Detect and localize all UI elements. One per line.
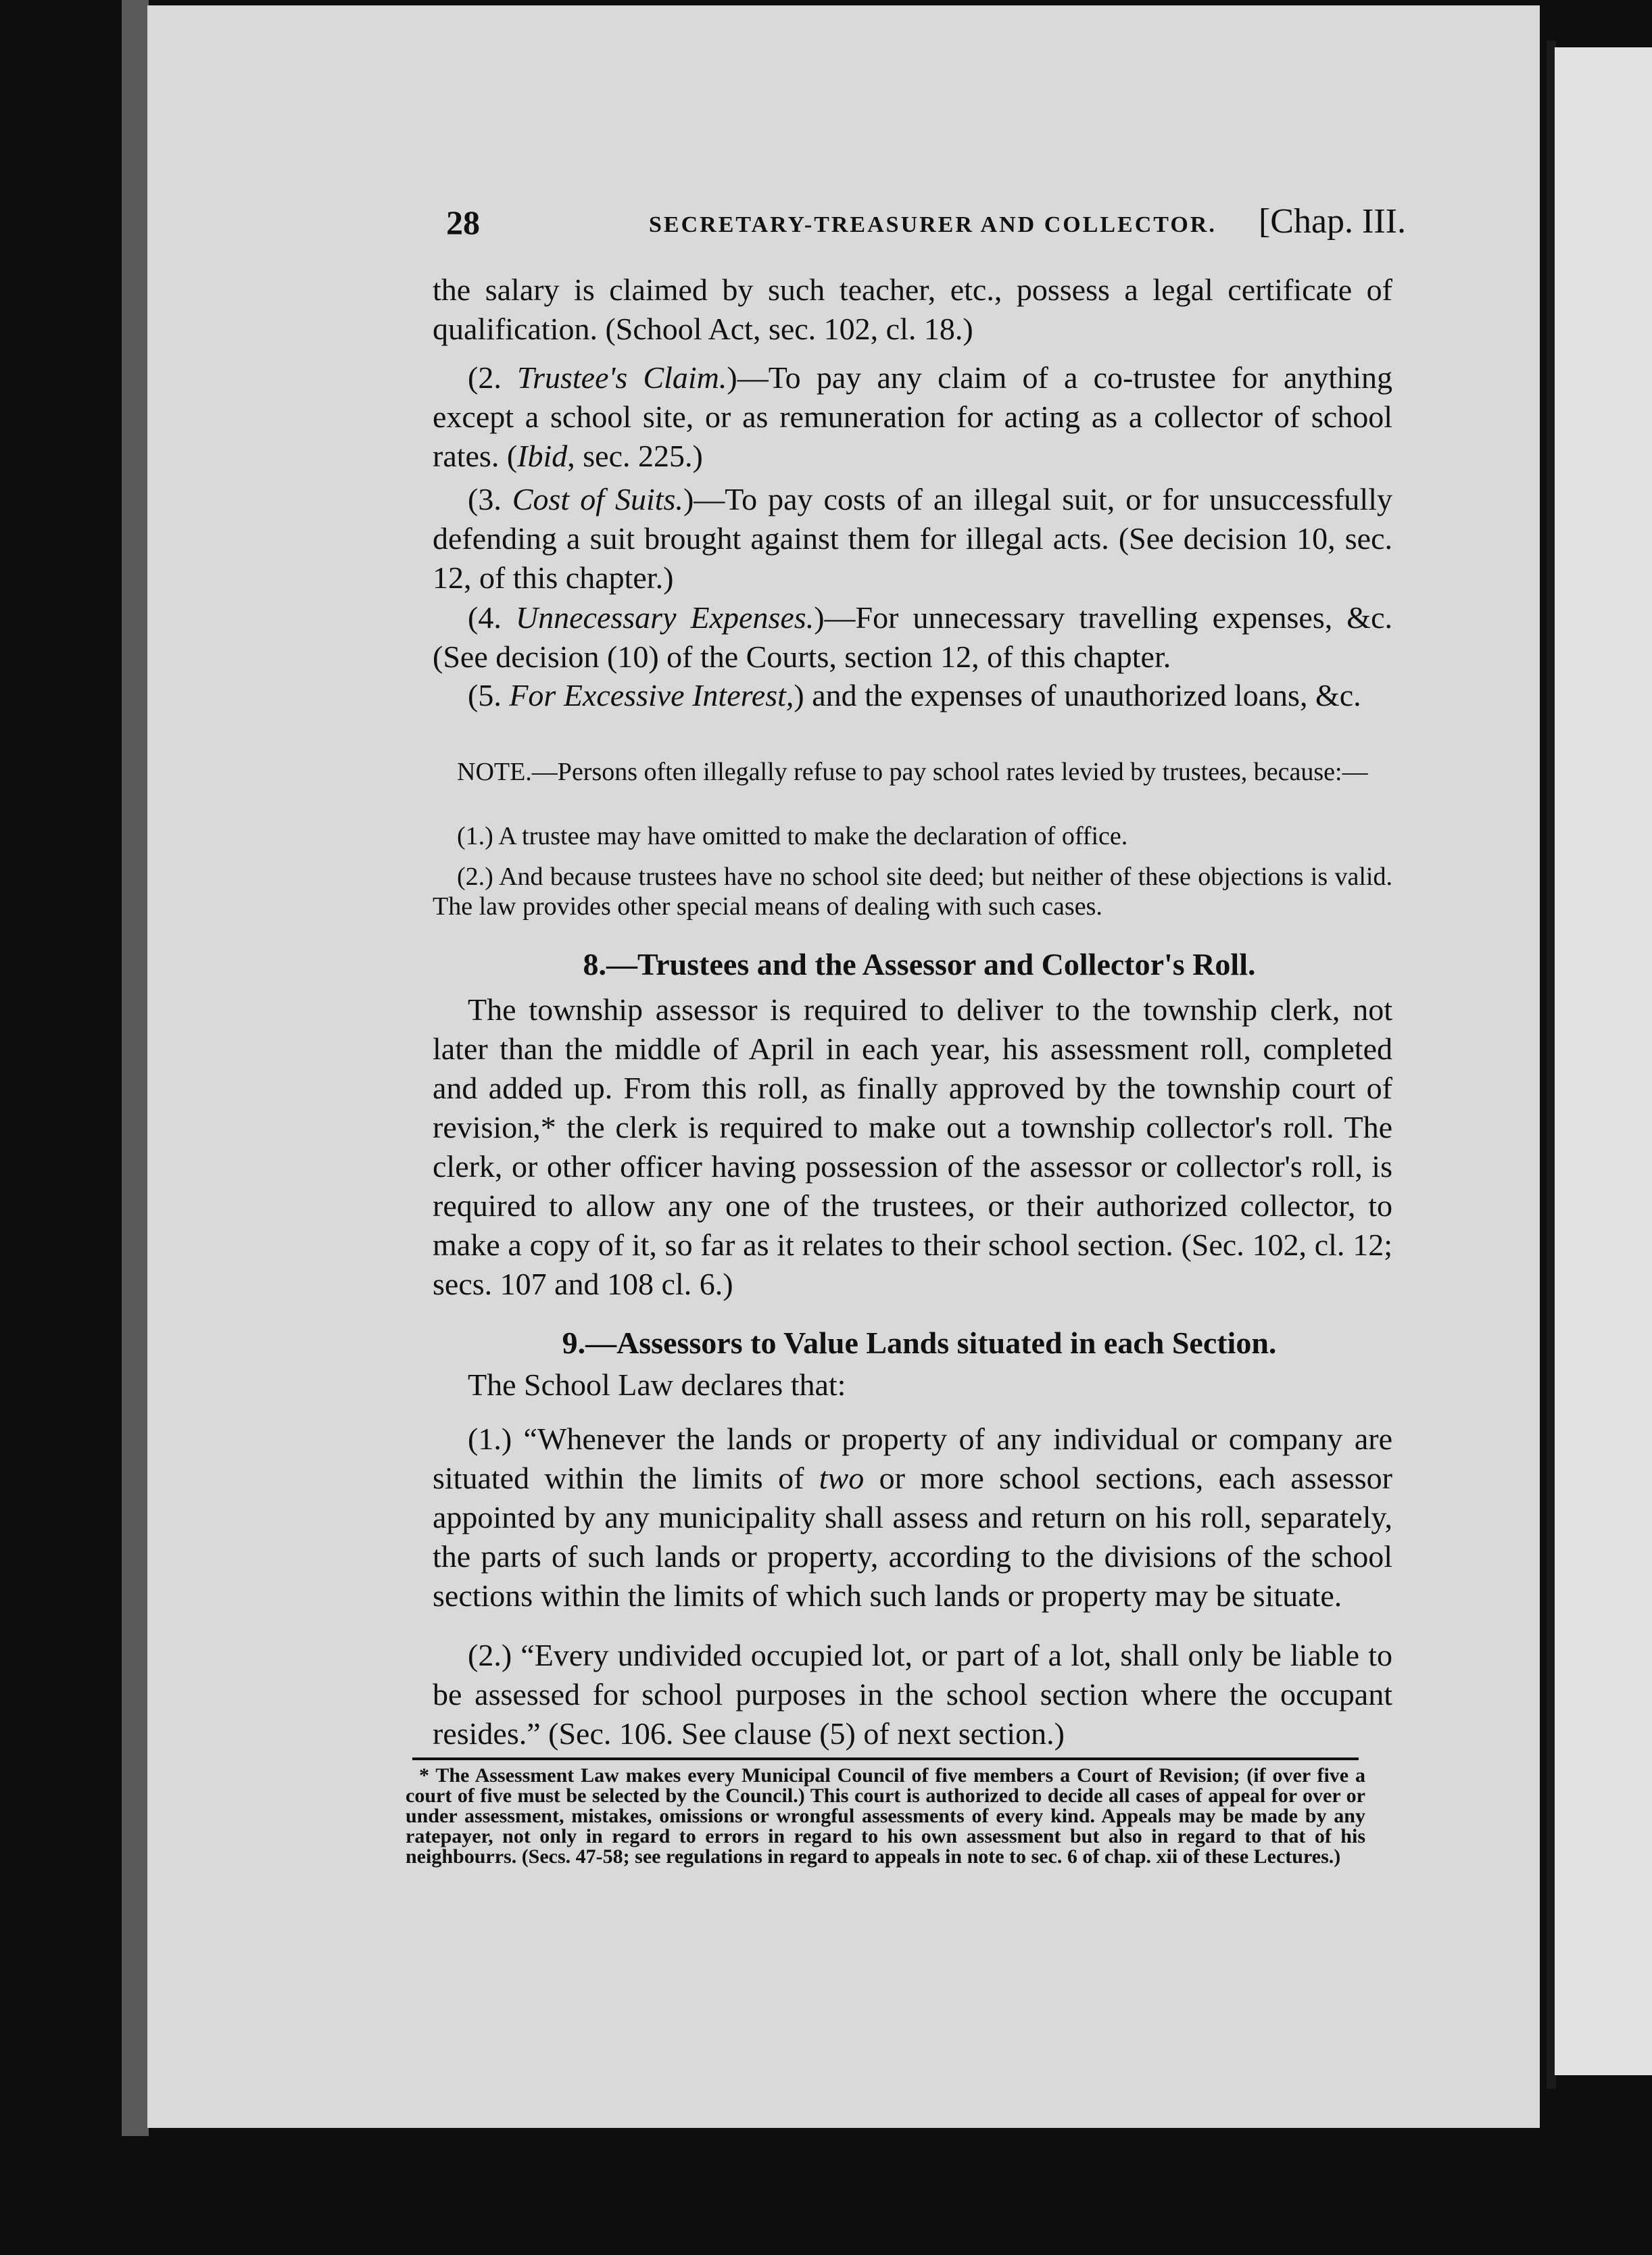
clause-4-number: (4.	[468, 600, 516, 635]
clause-4-paragraph	[433, 598, 1392, 677]
clause-2-text: )—To pay any claim of a co-trustee for anything except a school site, or as remuneration for acting as a collector of school rates. (	[433, 360, 1392, 473]
clause-2-number: (2.	[468, 360, 518, 395]
clause-3-title: Cost of Suits.	[512, 482, 683, 516]
clause-2-paragraph	[433, 358, 1392, 476]
section-9-clause-1-start: (1.) “Whenever the lands or property of any individual or company are situated within the limits of	[433, 1422, 1392, 1495]
clause-4-title: Unnecessary Expenses.	[515, 600, 815, 635]
clause-3-paragraph	[433, 480, 1392, 598]
clause-2-title: Trustee's Claim.	[517, 360, 727, 395]
clause-3-number: (3.	[468, 482, 512, 516]
running-title: SECRETARY-TREASURER AND COLLECTOR.	[649, 212, 1217, 237]
section-9-heading: 9.—Assessors to Value Lands situated in each Section.	[562, 1326, 1277, 1360]
page-gutter-shadow	[122, 0, 149, 2136]
section-9-intro: The School Law declares that:	[468, 1367, 846, 1402]
section-9-clause-1-end: or more school sections, each assessor appointed by any municipality shall assess and return on his roll, separately, the parts of such lands or property, according to the divisions of the school sections within the limits of which such lands or property may be situate.	[433, 1461, 1392, 1613]
note-item-2: (2.) And because trustees have no school site deed; but neither of these objections is valid. The law provides other special means of dealing with such cases.	[433, 863, 1392, 921]
note-item-1: (1.) A trustee may have omitted to make the declaration of office.	[457, 822, 1128, 850]
continuation-paragraph: the salary is claimed by such teacher, etc., possess a legal certificate of qualification. (School Act, sec. 102, cl. 18.)	[433, 272, 1392, 346]
note-intro: NOTE.—Persons often illegally refuse to pay school rates levied by trustees, because:—	[457, 758, 1368, 786]
section-9-clause-1	[433, 1420, 1392, 1616]
clause-5-paragraph	[433, 676, 1392, 715]
clause-5-title: For Excessive Interest,	[509, 678, 794, 712]
clause-2-ibid: Ibid	[517, 439, 568, 473]
footnote: * The Assessment Law makes every Municipal Council of five members a Court of Revision; (if over five a court of five must be selected by the Council.) This court is authorized to decide all cases of appeal for over or under assessment, mistakes, omissions or wrongful assessments of every kind. Appeals may be made by any ratepayer, not only in regard to errors in regard to his own assessment but also in regard to that of his neighbourrs. (Secs. 47-58; see regulations in regard to appeals in note to sec. 6 of chap. xii of these Lectures.)	[406, 1764, 1365, 1868]
clause-3-text: )—To pay costs of an illegal suit, or for unsuccessfully defending a suit brought against them for illegal acts. (See decision 10, sec. 12, of this chapter.)	[433, 482, 1392, 595]
clause-5-number: (5.	[468, 678, 510, 712]
clause-4-text: )—For unnecessary travelling expenses, &c. (See decision (10) of the Courts, section 12, of this chapter.	[433, 600, 1392, 674]
section-9-clause-1-two: two	[819, 1461, 865, 1495]
facing-page-strip	[1555, 47, 1652, 2075]
footnote-rule	[412, 1757, 1359, 1760]
section-9-clause-2: (2.) “Every undivided occupied lot, or part of a lot, shall only be liable to be assessed for school purposes in the school section where the occupant resides.” (Sec. 106. See clause (5) of next section.)	[433, 1638, 1392, 1751]
section-8-heading: 8.—Trustees and the Assessor and Collector's Roll.	[583, 947, 1256, 981]
section-8-paragraph: The township assessor is required to deliver to the township clerk, not later than the middle of April in each year, his assessment roll, completed and added up. From this roll, as finally approved by the township court of revision,* the clerk is required to make out a township collector's roll. The clerk, or other officer having possession of the assessor or collector's roll, is required to allow any one of the trustees, or their authorized collector, to make a copy of it, so far as it relates to their school section. (Sec. 102, cl. 12; secs. 107 and 108 cl. 6.)	[433, 992, 1392, 1301]
page-number: 28	[446, 203, 480, 241]
chapter-label: [Chap. III.	[1258, 202, 1406, 241]
clause-5-text: ) and the expenses of unauthorized loans, &c.	[794, 678, 1361, 712]
running-head	[446, 203, 1406, 257]
clause-2-end: , sec. 225.)	[567, 439, 703, 473]
